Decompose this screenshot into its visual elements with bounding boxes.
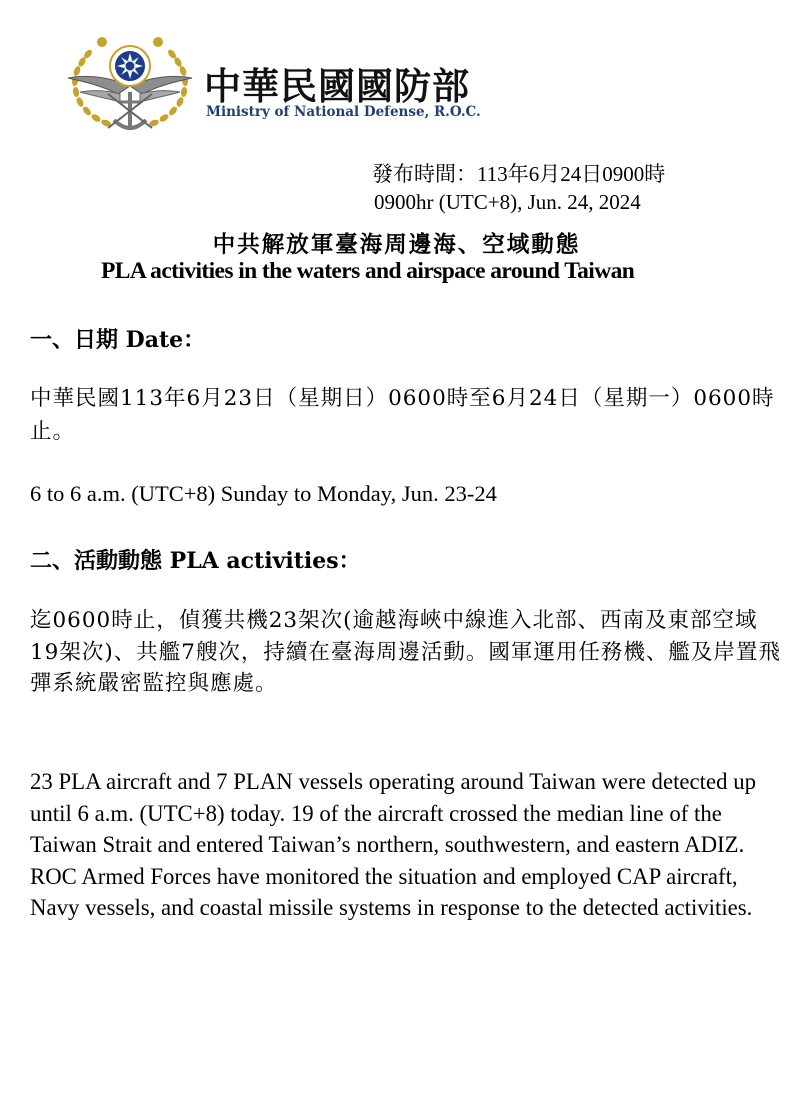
org-name-zh: 中華民國國防部 [204,65,470,108]
section-heading-date: 一、日期 Date： [30,327,206,353]
date-paragraph-en: 6 to 6 a.m. (UTC+8) Sunday to Monday, Jun. 23-24 [30,481,497,506]
section-heading-activities: 二、活動動態 PLA activities： [30,548,361,574]
org-name-en: Ministry of National Defense, R.O.C. [206,104,481,120]
page-title-zh: 中共解放軍臺海周邊海、空域動態 [212,232,581,258]
activities-paragraph-en: 23 PLA aircraft and 7 PLAN vessels operating around Taiwan were detected up until 6 a.m. (UTC+8) today. 19 of the aircraft crossed the median line of the Taiwan Strait and entered Taiwan’s northern, southwestern, and eastern ADIZ. ROC Armed Forces have monitored the situation and employed CAP aircraft, Navy vessels, and coastal missile systems in response to the detected activities. [30,769,756,920]
date-paragraph-zh: 中華民國113年6月23日（星期日）0600時至6月24日（星期一）0600時止。 [30,386,775,444]
national-defense-emblem-icon [62,28,198,140]
activities-paragraph-zh: 迄0600時止，偵獲共機23架次(逾越海峽中線進入北部、西南及東部空域19架次)、共艦7艘次，持續在臺海周邊活動。國軍運用任務機、艦及岸置飛彈系統嚴密監控與應處。 [30,608,781,696]
release-time-en: 0900hr (UTC+8), Jun. 24, 2024 [374,190,641,214]
page-title-en: PLA activities in the waters and airspace around Taiwan [101,258,635,284]
release-time-zh: 發布時間：113年6月24日0900時 [372,162,666,186]
